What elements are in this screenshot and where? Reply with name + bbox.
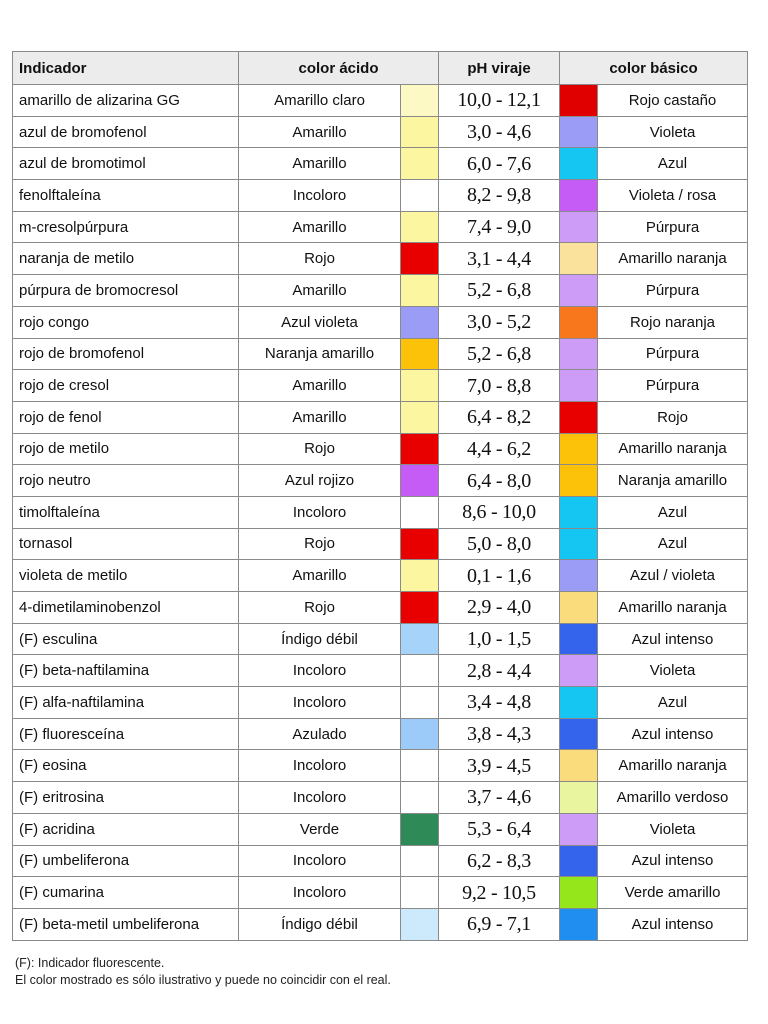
acid-color-swatch: [401, 307, 438, 338]
header-basic-color: color básico: [560, 52, 748, 85]
basic-color-label: Púrpura: [598, 338, 748, 370]
basic-color-swatch-cell: [560, 370, 598, 402]
ph-range: 3,4 - 4,8: [439, 687, 560, 719]
acid-color-swatch-cell: [401, 750, 439, 782]
basic-color-swatch: [560, 624, 597, 655]
basic-color-label: Violeta / rosa: [598, 180, 748, 212]
basic-color-swatch-cell: [560, 782, 598, 814]
ph-range: 5,2 - 6,8: [439, 275, 560, 307]
ph-range: 9,2 - 10,5: [439, 877, 560, 909]
acid-color-swatch-cell: [401, 560, 439, 592]
basic-color-swatch-cell: [560, 687, 598, 719]
indicator-name: (F) alfa-naftilamina: [13, 687, 239, 719]
acid-color-swatch: [401, 402, 438, 433]
ph-range: 5,3 - 6,4: [439, 813, 560, 845]
acid-color-swatch: [401, 465, 438, 496]
basic-color-swatch-cell: [560, 528, 598, 560]
table-body: [13, 85, 748, 941]
table-row: [13, 592, 748, 624]
basic-color-label: Violeta: [598, 116, 748, 148]
basic-color-swatch-cell: [560, 148, 598, 180]
acid-color-swatch-cell: [401, 116, 439, 148]
indicator-name: (F) eritrosina: [13, 782, 239, 814]
acid-color-label: Incoloro: [239, 845, 401, 877]
acid-color-swatch-cell: [401, 211, 439, 243]
basic-color-swatch-cell: [560, 211, 598, 243]
acid-color-swatch: [401, 909, 438, 940]
acid-color-label: Amarillo: [239, 148, 401, 180]
acid-color-label: Verde: [239, 813, 401, 845]
basic-color-swatch: [560, 465, 597, 496]
acid-color-swatch: [401, 148, 438, 179]
indicator-name: (F) acridina: [13, 813, 239, 845]
acid-color-swatch-cell: [401, 496, 439, 528]
basic-color-label: Azul / violeta: [598, 560, 748, 592]
table-row: [13, 338, 748, 370]
basic-color-swatch-cell: [560, 496, 598, 528]
acid-color-swatch-cell: [401, 401, 439, 433]
basic-color-label: Azul intenso: [598, 623, 748, 655]
basic-color-label: Verde amarillo: [598, 877, 748, 909]
indicator-name: azul de bromotimol: [13, 148, 239, 180]
acid-color-label: Azul violeta: [239, 306, 401, 338]
table-row: [13, 560, 748, 592]
indicator-name: (F) beta-naftilamina: [13, 655, 239, 687]
basic-color-swatch: [560, 402, 597, 433]
basic-color-swatch: [560, 750, 597, 781]
basic-color-swatch-cell: [560, 845, 598, 877]
basic-color-swatch-cell: [560, 180, 598, 212]
basic-color-swatch-cell: [560, 718, 598, 750]
basic-color-label: Azul intenso: [598, 845, 748, 877]
basic-color-swatch-cell: [560, 750, 598, 782]
acid-color-label: Rojo: [239, 433, 401, 465]
ph-range: 3,9 - 4,5: [439, 750, 560, 782]
indicator-name: azul de bromofenol: [13, 116, 239, 148]
basic-color-swatch-cell: [560, 401, 598, 433]
acid-color-swatch: [401, 624, 438, 655]
ph-range: 8,2 - 9,8: [439, 180, 560, 212]
basic-color-swatch: [560, 782, 597, 813]
ph-range: 8,6 - 10,0: [439, 496, 560, 528]
acid-color-swatch: [401, 85, 438, 116]
indicator-name: rojo congo: [13, 306, 239, 338]
basic-color-label: Amarillo naranja: [598, 243, 748, 275]
acid-color-label: Incoloro: [239, 877, 401, 909]
acid-color-label: Amarillo: [239, 116, 401, 148]
indicator-name: amarillo de alizarina GG: [13, 85, 239, 117]
basic-color-swatch: [560, 434, 597, 465]
table-row: [13, 655, 748, 687]
ph-range: 7,0 - 8,8: [439, 370, 560, 402]
indicator-name: (F) umbeliferona: [13, 845, 239, 877]
acid-color-label: Rojo: [239, 243, 401, 275]
acid-color-swatch: [401, 497, 438, 528]
basic-color-swatch: [560, 339, 597, 370]
ph-range: 3,8 - 4,3: [439, 718, 560, 750]
acid-color-swatch-cell: [401, 180, 439, 212]
indicator-name: timolftaleína: [13, 496, 239, 528]
ph-range: 6,0 - 7,6: [439, 148, 560, 180]
indicator-name: (F) esculina: [13, 623, 239, 655]
acid-color-swatch: [401, 655, 438, 686]
acid-color-label: Amarillo: [239, 401, 401, 433]
ph-range: 6,2 - 8,3: [439, 845, 560, 877]
acid-color-swatch-cell: [401, 782, 439, 814]
basic-color-label: Azul intenso: [598, 908, 748, 940]
acid-color-label: Incoloro: [239, 496, 401, 528]
basic-color-swatch-cell: [560, 592, 598, 624]
basic-color-label: Amarillo naranja: [598, 592, 748, 624]
acid-color-swatch: [401, 339, 438, 370]
table-row: [13, 401, 748, 433]
basic-color-swatch: [560, 180, 597, 211]
basic-color-label: Rojo: [598, 401, 748, 433]
acid-color-swatch-cell: [401, 655, 439, 687]
acid-color-label: Rojo: [239, 592, 401, 624]
indicator-name: (F) fluoresceína: [13, 718, 239, 750]
table-row: [13, 877, 748, 909]
header-ph-range: pH viraje: [439, 52, 560, 85]
table-row: [13, 148, 748, 180]
basic-color-swatch: [560, 148, 597, 179]
indicator-name: naranja de metilo: [13, 243, 239, 275]
basic-color-label: Rojo castaño: [598, 85, 748, 117]
table-row: [13, 496, 748, 528]
acid-color-swatch-cell: [401, 687, 439, 719]
table-header-row: [13, 52, 748, 85]
indicator-name: (F) eosina: [13, 750, 239, 782]
basic-color-swatch: [560, 560, 597, 591]
header-acid-color: color ácido: [239, 52, 439, 85]
acid-color-label: Incoloro: [239, 782, 401, 814]
acid-color-label: Incoloro: [239, 750, 401, 782]
acid-color-label: Incoloro: [239, 655, 401, 687]
acid-color-label: Amarillo: [239, 275, 401, 307]
acid-color-swatch: [401, 275, 438, 306]
table-row: [13, 180, 748, 212]
basic-color-swatch-cell: [560, 243, 598, 275]
basic-color-label: Rojo naranja: [598, 306, 748, 338]
table-row: [13, 211, 748, 243]
acid-color-label: Amarillo: [239, 560, 401, 592]
table-row: [13, 528, 748, 560]
basic-color-swatch-cell: [560, 560, 598, 592]
acid-color-swatch: [401, 243, 438, 274]
basic-color-swatch-cell: [560, 908, 598, 940]
acid-color-swatch-cell: [401, 877, 439, 909]
basic-color-swatch: [560, 497, 597, 528]
acid-color-swatch: [401, 877, 438, 908]
acid-color-label: Índigo débil: [239, 908, 401, 940]
basic-color-swatch: [560, 370, 597, 401]
basic-color-swatch: [560, 592, 597, 623]
basic-color-label: Violeta: [598, 813, 748, 845]
indicator-name: m-cresolpúrpura: [13, 211, 239, 243]
indicator-name: rojo de bromofenol: [13, 338, 239, 370]
basic-color-swatch-cell: [560, 433, 598, 465]
indicator-name: fenolftaleína: [13, 180, 239, 212]
table-row: [13, 750, 748, 782]
basic-color-label: Púrpura: [598, 370, 748, 402]
indicator-name: rojo de cresol: [13, 370, 239, 402]
basic-color-swatch: [560, 877, 597, 908]
ph-range: 7,4 - 9,0: [439, 211, 560, 243]
table-row: [13, 433, 748, 465]
acid-color-label: Índigo débil: [239, 623, 401, 655]
acid-color-swatch-cell: [401, 845, 439, 877]
ph-range: 3,1 - 4,4: [439, 243, 560, 275]
ph-range: 6,4 - 8,2: [439, 401, 560, 433]
table-row: [13, 370, 748, 402]
table-row: [13, 782, 748, 814]
basic-color-label: Púrpura: [598, 275, 748, 307]
acid-color-swatch: [401, 846, 438, 877]
acid-color-swatch-cell: [401, 528, 439, 560]
indicator-name: violeta de metilo: [13, 560, 239, 592]
ph-range: 1,0 - 1,5: [439, 623, 560, 655]
acid-color-swatch-cell: [401, 908, 439, 940]
indicator-name: (F) cumarina: [13, 877, 239, 909]
basic-color-label: Amarillo verdoso: [598, 782, 748, 814]
basic-color-swatch: [560, 814, 597, 845]
ph-range: 3,7 - 4,6: [439, 782, 560, 814]
table-row: [13, 243, 748, 275]
acid-color-swatch: [401, 560, 438, 591]
table-row: [13, 85, 748, 117]
basic-color-swatch: [560, 307, 597, 338]
basic-color-label: Azul: [598, 148, 748, 180]
header-indicator: Indicador: [13, 52, 239, 85]
basic-color-label: Azul: [598, 496, 748, 528]
basic-color-label: Azul: [598, 528, 748, 560]
acid-color-label: Naranja amarillo: [239, 338, 401, 370]
basic-color-swatch-cell: [560, 275, 598, 307]
acid-color-swatch-cell: [401, 465, 439, 497]
indicator-name: 4-dimetilaminobenzol: [13, 592, 239, 624]
basic-color-label: Amarillo naranja: [598, 433, 748, 465]
acid-color-swatch: [401, 719, 438, 750]
table-row: [13, 116, 748, 148]
ph-range: 5,2 - 6,8: [439, 338, 560, 370]
basic-color-label: Púrpura: [598, 211, 748, 243]
acid-color-swatch: [401, 687, 438, 718]
acid-color-swatch-cell: [401, 433, 439, 465]
acid-color-swatch: [401, 814, 438, 845]
acid-color-swatch: [401, 529, 438, 560]
indicator-table-container: [12, 51, 747, 941]
ph-range: 4,4 - 6,2: [439, 433, 560, 465]
ph-range: 2,8 - 4,4: [439, 655, 560, 687]
table-row: [13, 275, 748, 307]
basic-color-swatch: [560, 212, 597, 243]
basic-color-swatch: [560, 529, 597, 560]
acid-color-label: Incoloro: [239, 180, 401, 212]
ph-range: 6,9 - 7,1: [439, 908, 560, 940]
indicator-table: [12, 51, 748, 941]
indicator-name: tornasol: [13, 528, 239, 560]
acid-color-label: Rojo: [239, 528, 401, 560]
basic-color-swatch: [560, 719, 597, 750]
basic-color-swatch-cell: [560, 116, 598, 148]
ph-range: 10,0 - 12,1: [439, 85, 560, 117]
ph-range: 2,9 - 4,0: [439, 592, 560, 624]
acid-color-swatch-cell: [401, 813, 439, 845]
indicator-name: rojo de fenol: [13, 401, 239, 433]
basic-color-swatch-cell: [560, 655, 598, 687]
acid-color-label: Amarillo: [239, 211, 401, 243]
acid-color-label: Azul rojizo: [239, 465, 401, 497]
table-row: [13, 687, 748, 719]
table-row: [13, 306, 748, 338]
acid-color-swatch-cell: [401, 718, 439, 750]
ph-range: 0,1 - 1,6: [439, 560, 560, 592]
indicator-name: (F) beta-metil umbeliferona: [13, 908, 239, 940]
basic-color-label: Naranja amarillo: [598, 465, 748, 497]
acid-color-swatch: [401, 370, 438, 401]
acid-color-swatch-cell: [401, 275, 439, 307]
basic-color-swatch-cell: [560, 338, 598, 370]
acid-color-swatch-cell: [401, 148, 439, 180]
basic-color-swatch-cell: [560, 306, 598, 338]
table-row: [13, 718, 748, 750]
acid-color-label: Azulado: [239, 718, 401, 750]
acid-color-swatch: [401, 117, 438, 148]
ph-range: 3,0 - 5,2: [439, 306, 560, 338]
acid-color-swatch-cell: [401, 85, 439, 117]
basic-color-swatch: [560, 655, 597, 686]
acid-color-swatch-cell: [401, 623, 439, 655]
acid-color-swatch: [401, 592, 438, 623]
basic-color-swatch: [560, 909, 597, 940]
indicator-name: rojo de metilo: [13, 433, 239, 465]
basic-color-swatch: [560, 243, 597, 274]
basic-color-swatch: [560, 117, 597, 148]
acid-color-swatch-cell: [401, 370, 439, 402]
basic-color-swatch: [560, 846, 597, 877]
acid-color-swatch: [401, 180, 438, 211]
table-row: [13, 845, 748, 877]
acid-color-swatch: [401, 750, 438, 781]
footnote-fluorescent: (F): Indicador fluorescente.: [15, 956, 165, 970]
ph-range: 3,0 - 4,6: [439, 116, 560, 148]
acid-color-swatch-cell: [401, 338, 439, 370]
acid-color-label: Incoloro: [239, 687, 401, 719]
acid-color-swatch: [401, 782, 438, 813]
indicator-name: rojo neutro: [13, 465, 239, 497]
basic-color-swatch-cell: [560, 465, 598, 497]
basic-color-swatch: [560, 85, 597, 116]
acid-color-swatch-cell: [401, 243, 439, 275]
ph-range: 5,0 - 8,0: [439, 528, 560, 560]
table-row: [13, 813, 748, 845]
table-row: [13, 623, 748, 655]
basic-color-label: Violeta: [598, 655, 748, 687]
basic-color-swatch-cell: [560, 85, 598, 117]
acid-color-swatch: [401, 212, 438, 243]
footnote-disclaimer: El color mostrado es sólo ilustrativo y puede no coincidir con el real.: [15, 973, 391, 987]
ph-range: 6,4 - 8,0: [439, 465, 560, 497]
acid-color-label: Amarillo claro: [239, 85, 401, 117]
acid-color-swatch: [401, 434, 438, 465]
basic-color-label: Azul intenso: [598, 718, 748, 750]
table-row: [13, 908, 748, 940]
acid-color-label: Amarillo: [239, 370, 401, 402]
basic-color-label: Amarillo naranja: [598, 750, 748, 782]
acid-color-swatch-cell: [401, 592, 439, 624]
basic-color-swatch-cell: [560, 813, 598, 845]
basic-color-swatch-cell: [560, 623, 598, 655]
basic-color-swatch: [560, 687, 597, 718]
indicator-name: púrpura de bromocresol: [13, 275, 239, 307]
table-row: [13, 465, 748, 497]
acid-color-swatch-cell: [401, 306, 439, 338]
basic-color-label: Azul: [598, 687, 748, 719]
basic-color-swatch-cell: [560, 877, 598, 909]
basic-color-swatch: [560, 275, 597, 306]
footnotes: [15, 955, 391, 989]
